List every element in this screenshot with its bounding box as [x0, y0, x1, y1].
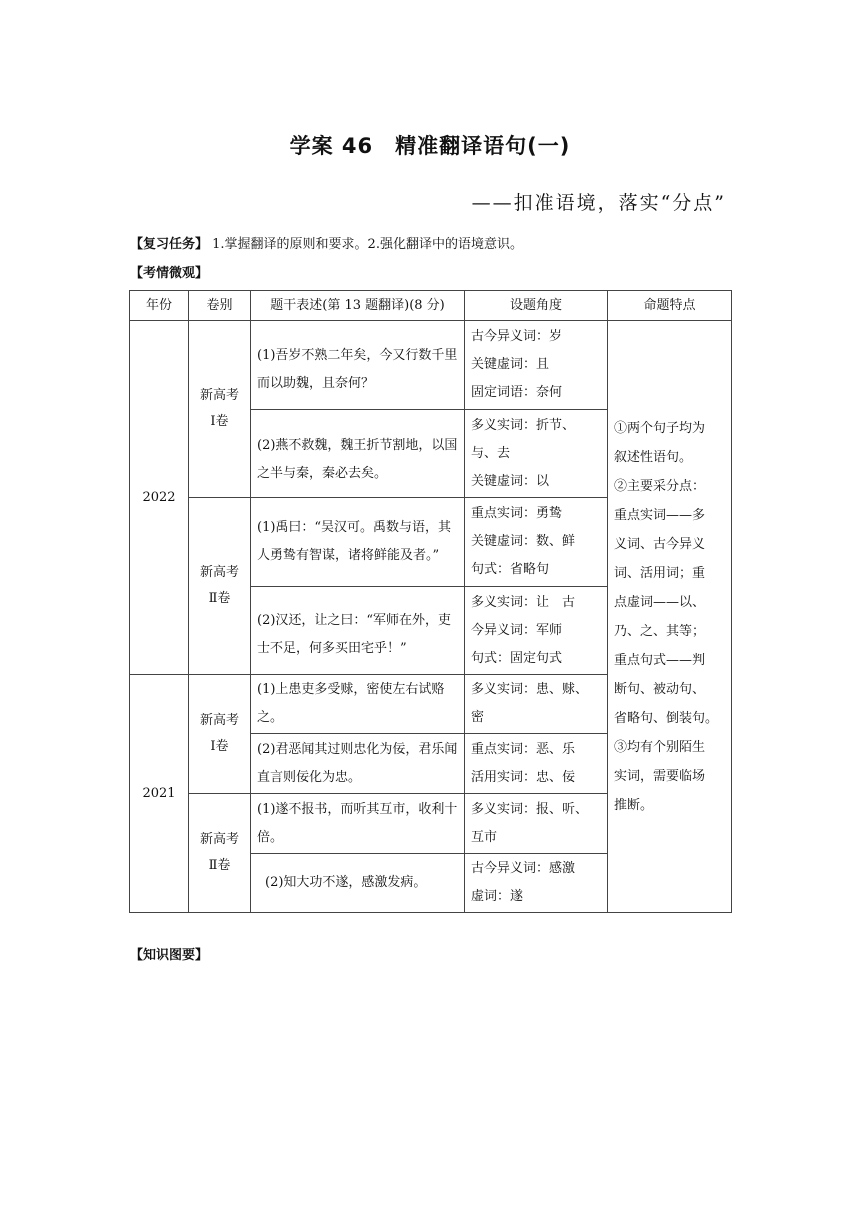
- angle-cell: 多义实词：患、赇、 密: [465, 675, 608, 734]
- angle-cell: 多义实词：让 古 今异义词：军师 句式：固定句式: [465, 587, 608, 675]
- feature-cell: ①两个句子均为 叙述性语句。 ②主要采分点： 重点实词——多 义词、古今异义 词、活用词；重 点虚词——以、 乃、之、其等； 重点句式——判 断句、被动句、 省略句、倒装句。 ③均有个别陌生 实词，需要临场 推断。: [608, 321, 732, 913]
- knowledge-section-label: 【知识图要】: [130, 948, 209, 963]
- year-cell: 2021: [130, 675, 189, 913]
- review-task: [130, 233, 523, 252]
- page-subtitle: ——扣准语境，落实“分点”: [471, 192, 726, 214]
- review-task-text: 1.掌握翻译的原则和要求。2.强化翻译中的语境意识。: [212, 237, 523, 252]
- question-cell: (1)遂不报书，而听其互市，收利十倍。: [251, 794, 465, 854]
- exam-section-label: 【考情微观】: [130, 266, 209, 281]
- header-feature: 命题特点: [608, 291, 732, 321]
- review-task-label: 【复习任务】: [130, 237, 209, 252]
- volume-cell: 新高考 Ⅱ卷: [189, 498, 251, 675]
- volume-cell: 新高考 Ⅰ卷: [189, 675, 251, 794]
- angle-cell: 多义实词：折节、 与、去 关键虚词：以: [465, 410, 608, 498]
- angle-cell: 重点实词：恶、乐 活用实词：忠、佞: [465, 734, 608, 794]
- header-year: 年份: [130, 291, 189, 321]
- table-header-row: [130, 291, 732, 321]
- question-cell: (2)燕不救魏，魏王折节割地，以国之半与秦，秦必去矣。: [251, 410, 465, 498]
- header-volume: 卷别: [189, 291, 251, 321]
- angle-cell: 多义实词：报、听、 互市: [465, 794, 608, 854]
- question-cell: (1)上患吏多受赇，密使左右试赂之。: [251, 675, 465, 734]
- question-cell: (2)君恶闻其过则忠化为佞，君乐闻直言则佞化为忠。: [251, 734, 465, 794]
- table-row: [130, 321, 732, 410]
- volume-cell: 新高考 Ⅰ卷: [189, 321, 251, 498]
- question-cell: (1)禹曰：“吴汉可。禹数与语，其人勇鸷有智谋，诸将鲜能及者。”: [251, 498, 465, 587]
- year-cell: 2022: [130, 321, 189, 675]
- exam-table: [129, 290, 732, 913]
- angle-cell: 古今异义词：感激 虚词：遂: [465, 854, 608, 913]
- question-cell: (2)知大功不遂，感激发病。: [251, 854, 465, 913]
- header-question: 题干表述(第 13 题翻译)(8 分): [251, 291, 465, 321]
- question-cell: (2)汉还，让之曰：“军师在外，吏士不足，何多买田宅乎！”: [251, 587, 465, 675]
- angle-cell: 重点实词：勇鸷 关键虚词：数、鲜 句式：省略句: [465, 498, 608, 587]
- angle-cell: 古今异义词：岁 关键虚词：且 固定词语：奈何: [465, 321, 608, 410]
- volume-cell: 新高考 Ⅱ卷: [189, 794, 251, 913]
- page-title: 学案 46 精准翻译语句(一): [289, 134, 571, 158]
- header-angle: 设题角度: [465, 291, 608, 321]
- question-cell: (1)吾岁不熟二年矣，今又行数千里而以助魏，且奈何？: [251, 321, 465, 410]
